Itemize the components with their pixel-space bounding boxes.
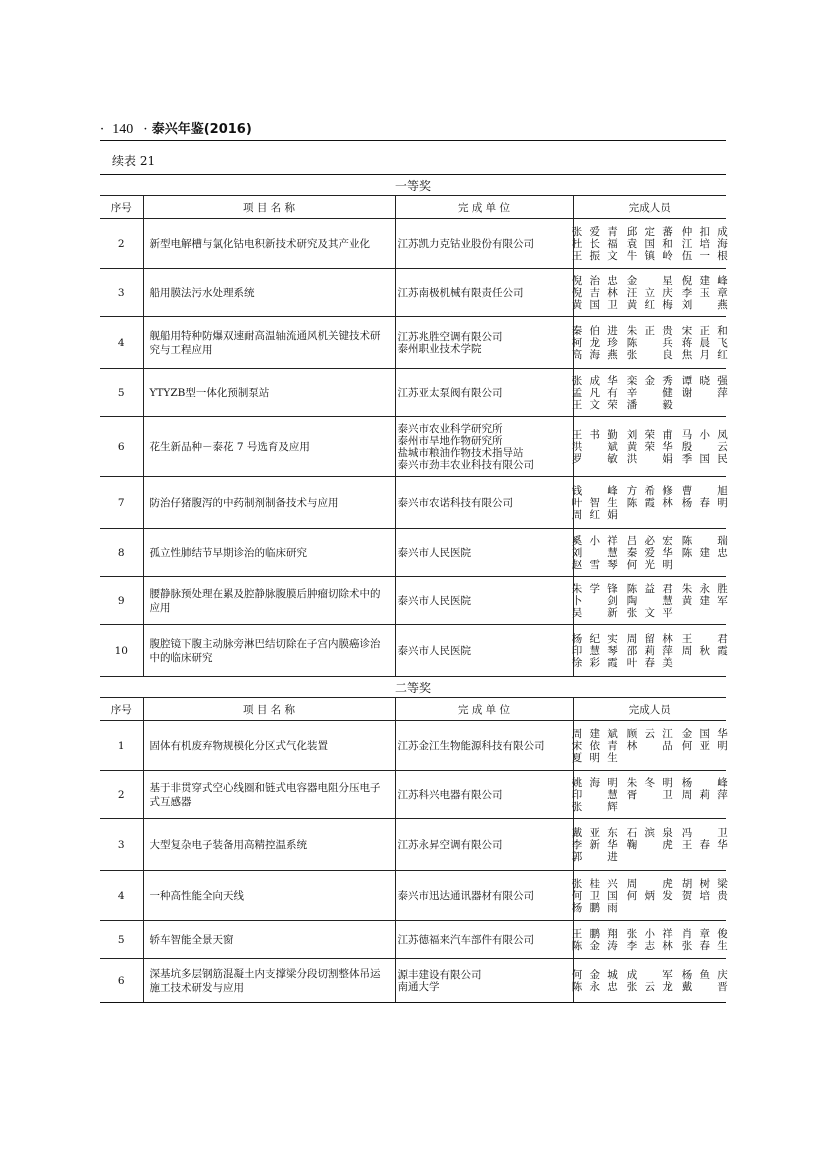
person-name: 谢 萍 bbox=[681, 386, 728, 399]
row-project: 腰静脉预处理在累及腔静脉腹膜后肿瘤切除术中的应用 bbox=[143, 577, 395, 625]
person-name: 冯 卫 bbox=[681, 826, 728, 839]
person-name: 奚小祥 bbox=[571, 534, 618, 547]
table-row bbox=[100, 269, 726, 317]
row-project: YTYZB型一体化预制泵站 bbox=[143, 369, 395, 417]
person-name: 陈永忠 bbox=[571, 980, 618, 993]
person-name: 吕必宏 bbox=[626, 534, 673, 547]
person-name: 王振文 bbox=[571, 249, 618, 262]
person-name: 戴亚东 bbox=[571, 826, 618, 839]
person-name: 王 君 bbox=[681, 632, 728, 645]
person-name: 牛镇岭 bbox=[626, 249, 673, 262]
person-name: 陶 慧 bbox=[626, 594, 673, 607]
row-units bbox=[395, 871, 573, 921]
row-units bbox=[395, 959, 573, 1003]
person-name: 陈金涛 bbox=[571, 939, 618, 952]
row-seq: 6 bbox=[100, 959, 143, 1003]
row-project: 防治仔猪腹泻的中药制剂制备技术与应用 bbox=[143, 477, 395, 529]
unit-name: 江苏永昇空调有限公司 bbox=[397, 838, 503, 851]
row-seq: 2 bbox=[100, 219, 143, 269]
row-people bbox=[573, 819, 726, 871]
person-name: 栾金秀 bbox=[626, 374, 673, 387]
row-people bbox=[573, 369, 726, 417]
person-name: 李志林 bbox=[626, 939, 673, 952]
person-name: 黄国卫 bbox=[571, 298, 618, 311]
person-name: 鞠 虎 bbox=[626, 838, 673, 851]
row-seq: 3 bbox=[100, 819, 143, 871]
person-name: 何卫国 bbox=[571, 889, 618, 902]
row-people bbox=[573, 317, 726, 369]
person-name: 王书勤 bbox=[571, 428, 618, 441]
person-name: 刘荣甫 bbox=[626, 428, 673, 441]
header-dot: · bbox=[100, 122, 105, 137]
row-units bbox=[395, 317, 573, 369]
table-row bbox=[100, 921, 726, 959]
person-name: 印 慧 bbox=[571, 788, 618, 801]
row-project: 深基坑多层钢筋混凝土内支撑梁分段切割整体吊运施工技术研发与应用 bbox=[143, 959, 395, 1003]
row-units bbox=[395, 529, 573, 577]
row-project: 孤立性肺结节早期诊治的临床研究 bbox=[143, 529, 395, 577]
person-name: 何亚明 bbox=[681, 739, 728, 752]
table-row bbox=[100, 959, 726, 1003]
unit-name: 江苏科兴电器有限公司 bbox=[397, 788, 503, 801]
table-row bbox=[100, 871, 726, 921]
people-list bbox=[571, 826, 728, 863]
person-name: 汪立庆 bbox=[626, 286, 673, 299]
table-row bbox=[100, 529, 726, 577]
row-units bbox=[395, 477, 573, 529]
person-name: 叶智生 bbox=[571, 496, 618, 509]
person-name: 杜长福 bbox=[571, 237, 618, 250]
people-list bbox=[571, 968, 728, 993]
row-units bbox=[395, 921, 573, 959]
people-list bbox=[571, 324, 728, 361]
person-name: 焦月红 bbox=[681, 348, 728, 361]
person-name: 伍一根 bbox=[681, 249, 728, 262]
person-name: 杨鹏雨 bbox=[571, 901, 618, 914]
person-name: 宋依青 bbox=[571, 739, 618, 752]
unit-name: 泰州市旱地作物研究所 bbox=[397, 434, 503, 447]
person-name: 夏明生 bbox=[571, 751, 618, 764]
unit-name: 盐城市粮油作物技术指导站 bbox=[397, 446, 524, 459]
person-name: 王文荣 bbox=[571, 398, 618, 411]
row-project: 腹腔镜下腹主动脉旁淋巴结切除在子宫内膜癌诊治中的临床研究 bbox=[143, 625, 395, 677]
section-title: 一等奖 bbox=[100, 175, 726, 196]
table-bottom-rule bbox=[100, 1002, 726, 1003]
row-project: 轿车智能全景天窗 bbox=[143, 921, 395, 959]
person-name: 周秋霞 bbox=[681, 644, 728, 657]
person-name: 蒋晨飞 bbox=[681, 336, 728, 349]
table-row bbox=[100, 317, 726, 369]
row-seq: 10 bbox=[100, 625, 143, 677]
row-project: 船用膜法污水处理系统 bbox=[143, 269, 395, 317]
column-header-project: 项 目 名 称 bbox=[143, 196, 395, 219]
person-name: 朱冬明 bbox=[626, 776, 673, 789]
people-list bbox=[571, 484, 728, 521]
people-list bbox=[571, 374, 728, 411]
person-name: 殷 云 bbox=[681, 440, 728, 453]
row-seq: 9 bbox=[100, 577, 143, 625]
continued-label: 续表 21 bbox=[112, 154, 156, 168]
row-units bbox=[395, 219, 573, 269]
unit-name: 泰兴市人民医院 bbox=[397, 594, 471, 607]
row-project: 固体有机废弃物规模化分区式气化装置 bbox=[143, 721, 395, 771]
row-people bbox=[573, 577, 726, 625]
person-name: 顾云江 bbox=[626, 727, 673, 740]
person-name: 辛 健 bbox=[626, 386, 673, 399]
person-name: 周 虎 bbox=[626, 877, 673, 890]
unit-name: 江苏南极机械有限责任公司 bbox=[397, 286, 524, 299]
row-seq: 4 bbox=[100, 317, 143, 369]
person-name: 谭晓强 bbox=[681, 374, 728, 387]
unit-name: 南通大学 bbox=[397, 980, 440, 993]
person-name: 周留林 bbox=[626, 632, 673, 645]
person-name: 张桂兴 bbox=[571, 877, 618, 890]
person-name: 石滨泉 bbox=[626, 826, 673, 839]
row-people bbox=[573, 417, 726, 477]
table-row bbox=[100, 417, 726, 477]
person-name: 戴 晋 bbox=[681, 980, 728, 993]
awards-table bbox=[100, 174, 726, 1003]
unit-name: 泰兴市迅达通讯器材有限公司 bbox=[397, 889, 534, 902]
row-people bbox=[573, 921, 726, 959]
header-rule bbox=[100, 140, 726, 141]
person-name: 张爱青 bbox=[571, 225, 618, 238]
person-name: 朱正贵 bbox=[626, 324, 673, 337]
row-units bbox=[395, 625, 573, 677]
column-header-people: 完成人员 bbox=[573, 196, 726, 219]
unit-name: 泰兴市人民医院 bbox=[397, 546, 471, 559]
person-name: 杨春明 bbox=[681, 496, 728, 509]
column-header-seq: 序号 bbox=[100, 196, 143, 219]
unit-name: 江苏凯力克钴业股份有限公司 bbox=[397, 237, 534, 250]
person-name: 姚海明 bbox=[571, 776, 618, 789]
row-units bbox=[395, 369, 573, 417]
row-seq: 5 bbox=[100, 369, 143, 417]
section-title-row bbox=[100, 175, 726, 196]
people-list bbox=[571, 776, 728, 813]
row-people bbox=[573, 219, 726, 269]
table-row bbox=[100, 477, 726, 529]
row-units bbox=[395, 771, 573, 819]
person-name: 陈 瑞 bbox=[681, 534, 728, 547]
table-row bbox=[100, 625, 726, 677]
people-list bbox=[571, 274, 728, 311]
person-name: 杨鱼庆 bbox=[681, 968, 728, 981]
person-name: 柯龙珍 bbox=[571, 336, 618, 349]
person-name: 张文平 bbox=[626, 606, 673, 619]
person-name: 刘 燕 bbox=[681, 298, 728, 311]
unit-name: 江苏兆胜空调有限公司 bbox=[397, 330, 503, 343]
person-name: 吴 新 bbox=[571, 606, 618, 619]
person-name: 曹 旭 bbox=[681, 484, 728, 497]
column-header-unit: 完 成 单 位 bbox=[395, 196, 573, 219]
person-name: 李新华 bbox=[571, 838, 618, 851]
person-name: 张成华 bbox=[571, 374, 618, 387]
row-people bbox=[573, 721, 726, 771]
person-name: 罗 敏 bbox=[571, 452, 618, 465]
person-name: 赵雪琴 bbox=[571, 558, 618, 571]
row-units bbox=[395, 577, 573, 625]
person-name: 郭 进 bbox=[571, 850, 618, 863]
row-seq: 4 bbox=[100, 871, 143, 921]
person-name: 邱定蕃 bbox=[626, 225, 673, 238]
person-name: 金国华 bbox=[681, 727, 728, 740]
person-name: 卜 剑 bbox=[571, 594, 618, 607]
person-name: 马小凤 bbox=[681, 428, 728, 441]
person-name: 陈霞林 bbox=[626, 496, 673, 509]
person-name: 成 军 bbox=[626, 968, 673, 981]
row-seq: 3 bbox=[100, 269, 143, 317]
unit-name: 泰兴市人民医院 bbox=[397, 644, 471, 657]
people-list bbox=[571, 632, 728, 669]
row-seq: 2 bbox=[100, 771, 143, 819]
row-seq: 5 bbox=[100, 921, 143, 959]
table-row bbox=[100, 819, 726, 871]
row-project: 花生新品种－泰花 7 号选育及应用 bbox=[143, 417, 395, 477]
person-name: 邵莉萍 bbox=[626, 644, 673, 657]
person-name: 孟凡有 bbox=[571, 386, 618, 399]
person-name: 朱学锋 bbox=[571, 582, 618, 595]
people-list bbox=[571, 225, 728, 262]
people-list bbox=[571, 534, 728, 571]
row-project: 大型复杂电子装备用高精控温系统 bbox=[143, 819, 395, 871]
table-row bbox=[100, 771, 726, 819]
unit-name: 泰兴市农业科学研究所 bbox=[397, 422, 503, 435]
people-list bbox=[571, 428, 728, 465]
column-header-project: 项 目 名 称 bbox=[143, 698, 395, 721]
row-people bbox=[573, 625, 726, 677]
person-name: 方希修 bbox=[626, 484, 673, 497]
person-name: 高海燕 bbox=[571, 348, 618, 361]
person-name: 何金城 bbox=[571, 968, 618, 981]
person-name: 钱 峰 bbox=[571, 484, 618, 497]
table-row bbox=[100, 721, 726, 771]
person-name: 黄红梅 bbox=[626, 298, 673, 311]
person-name: 洪 娟 bbox=[626, 452, 673, 465]
people-list bbox=[571, 582, 728, 619]
person-name: 张云龙 bbox=[626, 980, 673, 993]
row-people bbox=[573, 871, 726, 921]
row-project: 舰船用特种防爆双速耐高温轴流通风机关键技术研究与工程应用 bbox=[143, 317, 395, 369]
person-name: 秦爱华 bbox=[626, 546, 673, 559]
people-list bbox=[571, 927, 728, 952]
person-name: 林 品 bbox=[626, 739, 673, 752]
person-name: 秦伯进 bbox=[571, 324, 618, 337]
row-project: 基于非贯穿式空心线圈和链式电容器电阻分压电子式互感器 bbox=[143, 771, 395, 819]
row-project: 新型电解槽与氯化钴电积新技术研究及其产业化 bbox=[143, 219, 395, 269]
column-header-row bbox=[100, 196, 726, 219]
row-seq: 6 bbox=[100, 417, 143, 477]
section-title: 二等奖 bbox=[100, 677, 726, 698]
row-people bbox=[573, 959, 726, 1003]
person-name: 王鹏翔 bbox=[571, 927, 618, 940]
person-name: 宋正和 bbox=[681, 324, 728, 337]
page-number: 140 bbox=[112, 122, 134, 137]
person-name: 陈益君 bbox=[626, 582, 673, 595]
row-people bbox=[573, 477, 726, 529]
person-name: 仲扣成 bbox=[681, 225, 728, 238]
header-dot: · bbox=[143, 122, 148, 137]
person-name: 周红娟 bbox=[571, 508, 618, 521]
person-name: 张 良 bbox=[626, 348, 673, 361]
person-name: 黄建军 bbox=[681, 594, 728, 607]
person-name: 何炳发 bbox=[626, 889, 673, 902]
person-name: 张小祥 bbox=[626, 927, 673, 940]
person-name: 李玉章 bbox=[681, 286, 728, 299]
person-name: 印慧琴 bbox=[571, 644, 618, 657]
row-seq: 8 bbox=[100, 529, 143, 577]
person-name: 季国民 bbox=[681, 452, 728, 465]
person-name: 何光明 bbox=[626, 558, 673, 571]
people-list bbox=[571, 727, 728, 764]
row-units bbox=[395, 417, 573, 477]
person-name: 贺培贵 bbox=[681, 889, 728, 902]
person-name: 胥 卫 bbox=[626, 788, 673, 801]
column-header-people: 完成人员 bbox=[573, 698, 726, 721]
person-name: 刘 慧 bbox=[571, 546, 618, 559]
person-name: 肖章俊 bbox=[681, 927, 728, 940]
person-name: 叶春美 bbox=[626, 656, 673, 669]
person-name: 王春华 bbox=[681, 838, 728, 851]
unit-name: 江苏德福来汽车部件有限公司 bbox=[397, 933, 534, 946]
unit-name: 江苏亚太泵阀有限公司 bbox=[397, 386, 503, 399]
person-name: 潘 毅 bbox=[626, 398, 673, 411]
row-seq: 1 bbox=[100, 721, 143, 771]
row-people bbox=[573, 771, 726, 819]
person-name: 周建斌 bbox=[571, 727, 618, 740]
person-name: 金 星 bbox=[626, 274, 673, 287]
person-name: 倪吉林 bbox=[571, 286, 618, 299]
row-people bbox=[573, 529, 726, 577]
people-list bbox=[571, 877, 728, 914]
unit-name: 泰兴市农诺科技有限公司 bbox=[397, 496, 513, 509]
person-name: 江培海 bbox=[681, 237, 728, 250]
unit-name: 泰州职业技术学院 bbox=[397, 342, 482, 355]
column-header-seq: 序号 bbox=[100, 698, 143, 721]
person-name: 张 辉 bbox=[571, 800, 618, 813]
person-name: 杨 峰 bbox=[681, 776, 728, 789]
person-name: 陈 兵 bbox=[626, 336, 673, 349]
section-title-row bbox=[100, 677, 726, 698]
unit-name: 源丰建设有限公司 bbox=[397, 968, 482, 981]
table-row bbox=[100, 577, 726, 625]
person-name: 洪 斌 bbox=[571, 440, 618, 453]
person-name: 朱永胜 bbox=[681, 582, 728, 595]
row-units bbox=[395, 819, 573, 871]
table-row bbox=[100, 369, 726, 417]
table-row bbox=[100, 219, 726, 269]
person-name: 杨纪实 bbox=[571, 632, 618, 645]
book-title: 泰兴年鉴(2016) bbox=[151, 122, 252, 137]
row-project: 一种高性能全向天线 bbox=[143, 871, 395, 921]
page-header bbox=[100, 118, 726, 138]
row-units bbox=[395, 721, 573, 771]
person-name: 张春生 bbox=[681, 939, 728, 952]
person-name: 徐彩霞 bbox=[571, 656, 618, 669]
column-header-unit: 完 成 单 位 bbox=[395, 698, 573, 721]
person-name: 倪建峰 bbox=[681, 274, 728, 287]
person-name: 陈建忠 bbox=[681, 546, 728, 559]
row-units bbox=[395, 269, 573, 317]
person-name: 胡树梁 bbox=[681, 877, 728, 890]
unit-name: 江苏金江生物能源科技有限公司 bbox=[397, 739, 545, 752]
person-name: 周莉萍 bbox=[681, 788, 728, 801]
row-people bbox=[573, 269, 726, 317]
person-name: 黄荣华 bbox=[626, 440, 673, 453]
person-name: 倪治忠 bbox=[571, 274, 618, 287]
row-seq: 7 bbox=[100, 477, 143, 529]
column-header-row bbox=[100, 698, 726, 721]
person-name: 袁国和 bbox=[626, 237, 673, 250]
unit-name: 泰兴市劲丰农业科技有限公司 bbox=[397, 458, 534, 471]
